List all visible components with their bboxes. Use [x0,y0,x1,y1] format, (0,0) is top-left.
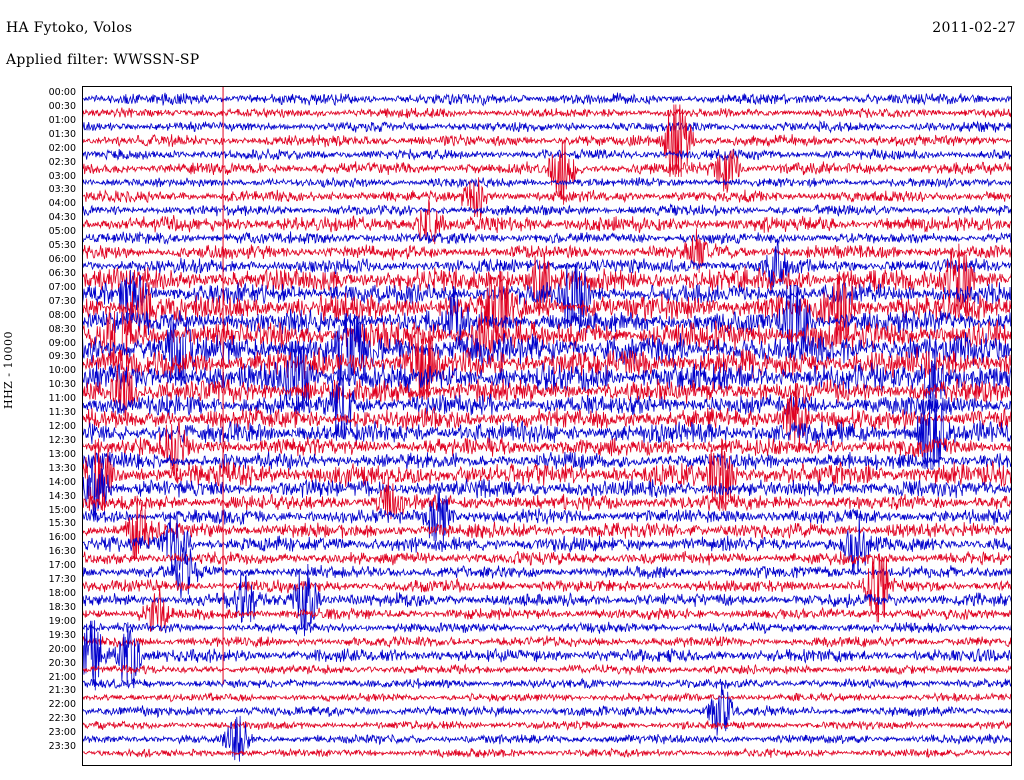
time-tick-label: 01:00 [48,114,76,126]
trace-row [82,489,1012,545]
time-tick-label: 11:30 [48,407,76,419]
time-tick-label: 05:30 [48,240,76,252]
time-tick-label: 03:00 [48,170,76,182]
time-tick-label: 00:00 [48,87,76,98]
time-tick-label: 17:00 [48,560,76,572]
applied-filter-label: Applied filter: WWSSN-SP [6,52,200,68]
time-tick-label: 19:00 [48,615,76,627]
time-tick-label: 14:30 [48,490,76,502]
y-axis-label: HHZ - 10000 [2,330,15,410]
time-tick-label: 01:30 [48,128,76,140]
trace-row [82,622,1012,634]
time-tick-label: 07:30 [48,295,76,307]
time-tick-label: 23:30 [48,741,76,753]
trace-row [82,477,1012,519]
time-tick-label: 20:00 [48,643,76,655]
time-tick-label: 21:30 [48,685,76,697]
trace-row [82,93,1012,106]
time-tick-label: 17:30 [48,574,76,586]
time-tick-label: 23:00 [48,727,76,739]
time-tick-label: 14:00 [48,476,76,488]
time-tick-label: 10:00 [48,365,76,377]
seismogram-plot [82,86,1012,766]
time-tick-label: 08:00 [48,309,76,321]
time-tick-label: 16:30 [48,546,76,558]
station-title: HA Fytoko, Volos [6,20,133,36]
time-tick-label: 12:30 [48,434,76,446]
trace-row [82,108,1012,119]
time-tick-label: 22:00 [48,699,76,711]
time-tick-label: 09:30 [48,351,76,363]
trace-row [82,588,1012,632]
time-tick-label: 10:30 [48,379,76,391]
time-tick-label: 04:30 [48,212,76,224]
time-tick-label: 20:30 [48,657,76,669]
time-tick-label: 04:00 [48,198,76,210]
time-tick-label: 02:00 [48,142,76,154]
time-tick-label: 13:00 [48,448,76,460]
time-tick-label: 03:30 [48,184,76,196]
time-tick-label: 15:00 [48,504,76,516]
trace-row [82,105,1012,177]
trace-row [82,177,1012,187]
trace-row [82,564,1012,636]
time-tick-label: 11:00 [48,393,76,405]
time-tick-label: 06:00 [48,254,76,265]
time-tick-label: 13:30 [48,462,76,474]
time-tick-label: 16:00 [48,532,76,544]
trace-row [82,664,1012,674]
time-tick-label: 21:00 [48,671,76,683]
time-tick-label: 08:30 [48,323,76,335]
trace-row [82,678,1012,688]
trace-row [82,140,1012,205]
time-tick-label: 22:30 [48,713,76,725]
time-tick-label: 15:30 [48,518,76,530]
time-tick-label: 06:30 [48,267,76,279]
time-axis-ticks [0,86,80,766]
trace-row [82,205,1012,217]
time-tick-label: 00:30 [48,100,76,112]
trace-row [82,121,1012,133]
time-tick-label: 07:00 [48,281,76,293]
trace-row [82,720,1012,729]
time-tick-label: 05:00 [48,226,76,238]
time-tick-label: 18:00 [48,588,76,599]
time-tick-label: 19:30 [48,629,76,641]
trace-row [82,231,1012,244]
time-tick-label: 02:30 [48,156,76,168]
trace-row [82,693,1012,702]
time-tick-label: 09:00 [48,337,76,349]
record-date: 2011-02-27 [932,20,1016,36]
trace-row [82,748,1012,758]
time-tick-label: 12:00 [48,421,76,432]
time-tick-label: 18:30 [48,601,76,613]
trace-row [82,149,1012,161]
trace-row [82,636,1012,648]
